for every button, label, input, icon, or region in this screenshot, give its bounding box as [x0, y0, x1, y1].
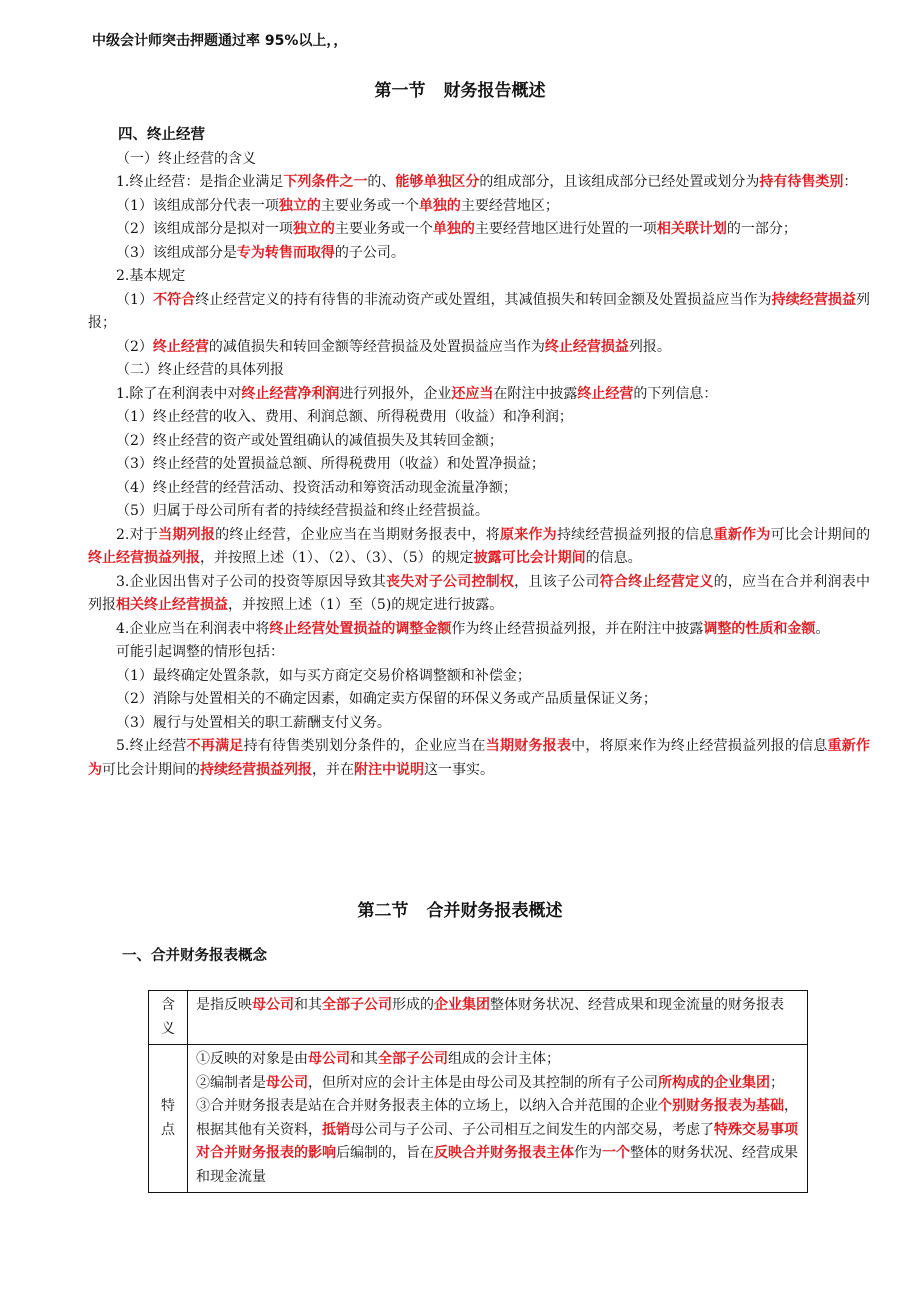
section-1-number: 第一节	[374, 81, 426, 101]
text-run: 可能引起调整的情形包括：	[116, 644, 284, 660]
paragraph	[88, 688, 870, 712]
highlighted-text: 终止经营	[577, 385, 634, 402]
highlighted-text: 持续经营损益列报	[200, 761, 312, 778]
highlighted-text: 母公司	[308, 1051, 350, 1067]
text-run: 的减值损失和转回金额等经营损益及处置损益应当作为	[208, 338, 545, 355]
text-run: ；	[770, 1074, 784, 1091]
paragraph	[88, 383, 870, 407]
text-run: 的终止经营，企业应当在当期财务报表中，将	[215, 526, 500, 543]
highlighted-text: 相关终止经营损益	[116, 597, 228, 613]
highlighted-text: 调整的性质和金额	[703, 620, 816, 637]
highlighted-text: 持有待售类别	[759, 174, 844, 190]
paragraph	[88, 453, 870, 477]
text-run: 2.基本规定	[116, 268, 186, 284]
text-run: ，但所对应的会计主体是由母公司及其控制的所有子公司	[308, 1074, 658, 1091]
highlighted-text: 单独的	[418, 197, 461, 214]
text-run: 是指反映	[196, 997, 252, 1013]
highlighted-text: 重新作为	[88, 738, 871, 778]
text-run: 中，将原来作为终止经营损益列报的信息	[571, 738, 828, 754]
text-run: （3）终止经营的处置损益总额、所得税费用（收益）和处置净损益；	[116, 456, 545, 472]
text-run: ，且该子公司	[514, 573, 600, 590]
text-run: 4.企业应当在利润表中将	[116, 620, 270, 637]
paragraph	[88, 524, 870, 571]
cell-line	[196, 1048, 799, 1072]
highlighted-text: 终止经营损益列报	[88, 550, 200, 566]
cell-line	[196, 1072, 799, 1096]
text-run: 母公司与子公司、子公司相互之间发生的内部交易，考虑了	[350, 1121, 714, 1138]
paragraph	[88, 336, 870, 360]
text-run: （1）	[116, 291, 154, 308]
highlighted-text: 企业集团	[434, 997, 490, 1013]
text-run: 持续经营损益列报的信息	[556, 526, 714, 543]
text-run: 作为终止经营损益列报，并在附注中披露	[451, 620, 704, 637]
paragraph	[88, 406, 870, 430]
section-2-number: 第二节	[357, 901, 409, 921]
paragraph	[88, 571, 870, 618]
text-run: 整体的财务状况、经营成果和现金流量	[196, 1145, 798, 1185]
text-run: 和其	[350, 1051, 378, 1067]
text-run: 和其	[294, 997, 322, 1013]
text-run: 的，应当在合并利润表中列报	[88, 573, 871, 613]
table-row-definition	[149, 991, 808, 1045]
text-run: 主要经营地区；	[460, 197, 559, 214]
text-run: （二）终止经营的具体列报	[116, 362, 284, 378]
section-2-title	[0, 896, 920, 921]
highlighted-text: 下列条件之一	[283, 174, 368, 190]
text-run: ，并在	[312, 761, 354, 778]
text-run: 的、	[367, 174, 396, 190]
text-run: （2）	[116, 338, 153, 355]
section-1-content	[88, 124, 870, 782]
text-run: 主要业务或一个	[334, 221, 433, 237]
text-run: ，并按照上述（1）、（2）、（3）、（5）的规定	[200, 550, 474, 566]
highlighted-text: 符合终止经营定义	[599, 573, 714, 590]
row-content-features	[188, 1045, 808, 1193]
section-2-subheading: 一、合并财务报表概念	[122, 948, 267, 964]
section-2-name: 合并财务报表概述	[426, 901, 563, 921]
highlighted-text: 终止经营净利润	[241, 385, 340, 402]
text-run: ，并按照上述（1）至（5)的规定进行披露。	[228, 597, 504, 613]
text-run: 形成的	[392, 997, 434, 1013]
highlighted-text: 终止经营	[152, 338, 209, 355]
paragraph	[88, 359, 870, 383]
highlighted-text: 附注中说明	[354, 761, 424, 778]
text-run: ②编制者是	[196, 1074, 266, 1091]
text-run: 组成的会计主体；	[448, 1051, 560, 1067]
highlighted-text: 终止经营损益	[544, 338, 629, 355]
paragraph	[88, 218, 870, 242]
text-run: ③合并财务报表是站在合并财务报表主体的立场上，以纳入合并范围的企业	[196, 1098, 658, 1114]
highlighted-text: 披露可比会计期间	[473, 550, 586, 566]
text-run: 的子公司。	[334, 244, 405, 261]
cell-line	[196, 1095, 799, 1189]
highlighted-text: 不再满足	[186, 738, 244, 754]
highlighted-text: 当期列报	[158, 526, 216, 543]
label-char: 义	[161, 1020, 175, 1037]
text-run: 列报。	[628, 338, 671, 355]
text-run: 的下列信息：	[633, 385, 718, 402]
section-1-name: 财务报告概述	[443, 81, 546, 101]
paragraph	[88, 148, 870, 172]
highlighted-text: 所构成的企业集团	[658, 1074, 770, 1091]
text-run: （2）终止经营的资产或处置组确认的减值损失及其转回金额；	[116, 432, 503, 449]
paragraph-list	[88, 148, 870, 783]
text-run: 3.企业因出售对子公司的投资等原因导致其	[116, 573, 386, 590]
text-run: ，根据其他有关资料，	[196, 1098, 798, 1138]
highlighted-text: 原来作为	[499, 526, 557, 543]
text-run: 整体财务状况、经营成果和现金流量的财务报表	[490, 997, 784, 1013]
text-run: 这一事实。	[424, 761, 494, 778]
text-run: 1.除了在利润表中对	[116, 385, 242, 402]
highlighted-text: 抵销	[322, 1121, 350, 1138]
highlighted-text: 重新作为	[713, 526, 771, 543]
highlighted-text: 母公司	[266, 1074, 308, 1091]
text-run: 进行列报外，企业	[339, 385, 452, 402]
paragraph	[88, 289, 870, 336]
text-run: 的信息。	[585, 550, 642, 566]
text-run: 终止经营定义的持有待售的非流动资产或处置组，其减值损失和转回金额及处置损益应当作为	[195, 291, 772, 308]
section-1-title	[0, 76, 920, 101]
highlighted-text: 专为转售而取得	[236, 244, 335, 261]
label-char: 特	[161, 1098, 175, 1114]
text-run: 主要经营地区进行处置的一项	[474, 221, 657, 237]
paragraph	[88, 430, 870, 454]
text-run: 主要业务或一个	[320, 197, 419, 214]
text-run: （2）消除与处置相关的不确定因素，如确定卖方保留的环保义务或产品质量保证义务；	[116, 691, 657, 707]
label-char: 含	[161, 997, 175, 1013]
highlighted-text: 全部子公司	[322, 997, 392, 1013]
text-run: 作为	[574, 1145, 602, 1161]
paragraph	[88, 665, 870, 689]
highlighted-text: 独立的	[292, 221, 335, 237]
text-run: （4）终止经营的经营活动、投资活动和筹资活动现金流量净额；	[116, 479, 517, 496]
table-row-features	[149, 1045, 808, 1193]
row-label-features	[149, 1045, 188, 1193]
highlighted-text: 独立的	[278, 197, 321, 214]
paragraph	[88, 712, 870, 736]
highlighted-text: 还应当	[451, 385, 494, 402]
paragraph	[88, 195, 870, 219]
text-run: （5）归属于母公司所有者的持续经营损益和终止经营损益。	[116, 503, 489, 519]
paragraph	[88, 641, 870, 665]
text-run: 5.终止经营	[116, 738, 187, 754]
text-run: （一）终止经营的含义	[116, 150, 256, 167]
highlighted-text: 一个	[602, 1145, 630, 1161]
text-run: 的组成部分，且该组成部分已经处置或划分为	[479, 174, 760, 190]
highlighted-text: 单独的	[432, 221, 475, 237]
paragraph	[88, 477, 870, 501]
paragraph	[88, 171, 870, 195]
header-note: 中级会计师突击押题通过率 95%以上，，	[92, 33, 348, 49]
cell-line	[196, 994, 799, 1018]
text-run: 列报；	[88, 291, 871, 331]
highlighted-text: 不符合	[153, 291, 196, 308]
text-run: ①反映的对象是由	[196, 1051, 308, 1067]
label-char: 点	[161, 1121, 175, 1138]
text-run: （1）该组成部分代表一项	[116, 197, 279, 214]
highlighted-text: 能够单独区分	[395, 174, 480, 190]
highlighted-text: 个别财务报表为基础	[658, 1098, 784, 1114]
highlighted-text: 母公司	[252, 997, 294, 1013]
highlighted-text: 丧失对子公司控制权	[385, 573, 515, 590]
row-content-definition	[188, 991, 808, 1045]
paragraph	[88, 735, 870, 782]
text-run: （3）该组成部分是	[116, 244, 237, 261]
text-run: （2）该组成部分是拟对一项	[116, 221, 293, 237]
text-run: 2.对于	[116, 526, 159, 543]
paragraph	[88, 500, 870, 524]
highlighted-text: 反映合并财务报表主体	[434, 1145, 574, 1161]
text-run: 1.终止经营：是指企业满足	[116, 174, 284, 190]
subsection-heading: 四、终止经营	[118, 127, 205, 143]
text-run: 可比会计期间的	[102, 761, 200, 778]
row-label-definition	[149, 991, 188, 1045]
text-run: ：	[843, 174, 858, 190]
highlighted-text: 终止经营处置损益的调整金额	[269, 620, 452, 637]
paragraph	[88, 265, 870, 289]
text-run: （1）终止经营的收入、费用、利润总额、所得税费用（收益）和净利润；	[116, 409, 573, 425]
text-run: （1）最终确定处置条款，如与买方商定交易价格调整额和补偿金；	[116, 667, 531, 684]
text-run: 在附注中披露	[493, 385, 578, 402]
highlighted-text: 当期财务报表	[485, 738, 572, 754]
text-run: 。	[815, 620, 830, 637]
paragraph	[88, 242, 870, 266]
definition-table	[148, 990, 808, 1193]
text-run: （3）履行与处置相关的职工薪酬支付义务。	[116, 714, 391, 731]
text-run: 持有待售类别划分条件的，企业应当在	[243, 738, 486, 754]
highlighted-text: 全部子公司	[378, 1051, 448, 1067]
highlighted-text: 持续经营损益	[771, 291, 857, 308]
text-run: 的一部分；	[726, 221, 797, 237]
text-run: 后编制的，旨在	[336, 1145, 434, 1161]
highlighted-text: 特殊交易事项对合并财务报表的影响	[196, 1121, 798, 1161]
highlighted-text: 相关联计划	[656, 221, 727, 237]
text-run: 可比会计期间的	[770, 526, 871, 543]
paragraph	[88, 618, 870, 642]
